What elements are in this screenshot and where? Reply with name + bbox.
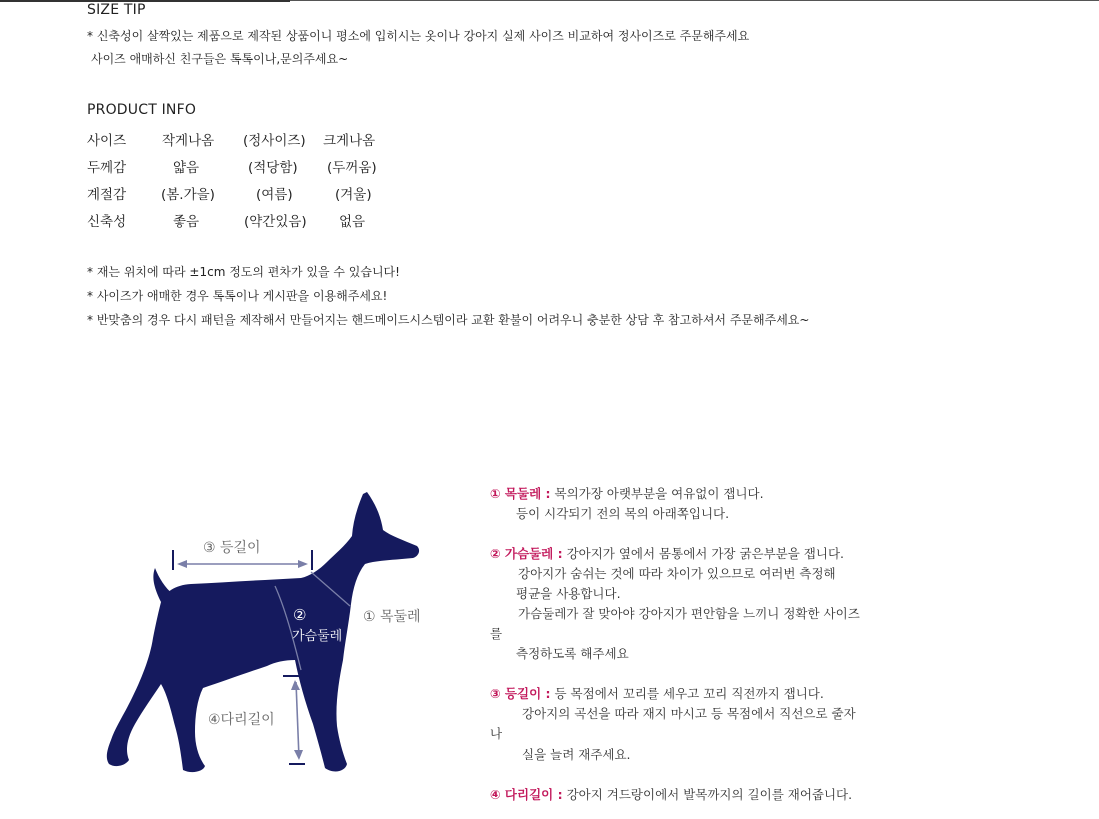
note-line-1: * 재는 위치에 따라 ±1cm 정도의 편차가 있을 수 있습니다! [87, 265, 400, 279]
product-info-cell: (두꺼움) [327, 160, 377, 176]
leg-length-label: ④다리길이 [208, 712, 275, 728]
guide-back-heading: ③ 등길이 : [490, 686, 551, 701]
product-info-cell: (적당함) [248, 160, 298, 176]
product-info-cell: 사이즈 [87, 133, 127, 149]
guide-chest-line: 를 [490, 626, 503, 641]
guide-chest-text: 강아지가 옆에서 몸통에서 가장 굵은부분을 잽니다. [566, 546, 844, 561]
chest-number-label: ② [293, 606, 307, 624]
guide-leg-heading: ④ 다리길이 : [490, 787, 563, 802]
back-length-label: ③ 등길이 [203, 540, 261, 556]
product-info-cell: (정사이즈) [243, 133, 306, 149]
guide-chest-heading: ② 가슴둘레 : [490, 546, 563, 561]
product-info-cell: (봄.가을) [161, 187, 215, 203]
product-info-cell: 크게나옴 [323, 133, 376, 149]
note-line-2: * 사이즈가 애매한 경우 톡톡이나 게시판을 이용해주세요! [87, 289, 388, 303]
guide-back [490, 684, 824, 702]
product-info-title: PRODUCT INFO [87, 102, 197, 118]
guide-leg [490, 785, 852, 803]
product-info-cell: 없음 [339, 214, 366, 230]
product-info-cell: 작게나옴 [162, 133, 215, 149]
guide-neck [490, 484, 764, 502]
dog-silhouette [107, 492, 419, 772]
dog-measurement-diagram [95, 488, 435, 788]
guide-back-line: 나 [490, 726, 503, 741]
product-info-cell: (약간있음) [244, 214, 307, 230]
guide-chest-line: 평균을 사용합니다. [516, 586, 621, 601]
guide-chest-line: 강아지가 숨쉬는 것에 따라 차이가 있으므로 여러번 측정해 [518, 566, 836, 581]
product-info-cell: (겨울) [335, 187, 372, 203]
guide-neck-text: 목의가장 아랫부분을 여유없이 잽니다. [554, 486, 764, 501]
product-info-cell: 신축성 [87, 214, 127, 230]
product-info-cell: 얇음 [173, 160, 200, 176]
guide-back-line: 강아지의 곡선을 따라 재지 마시고 등 목점에서 직선으로 줄자 [522, 706, 856, 721]
product-info-cell: (여름) [256, 187, 293, 203]
product-info-cell: 좋음 [173, 214, 200, 230]
chest-label: 가슴둘레 [292, 629, 343, 644]
guide-neck-line: 등이 시각되기 전의 목의 아래쪽입니다. [516, 506, 730, 521]
guide-leg-text: 강아지 겨드랑이에서 발목까지의 길이를 재어줍니다. [566, 787, 853, 802]
size-tip-line-2: 사이즈 애매하신 친구들은 톡톡이나,문의주세요~ [91, 52, 349, 66]
product-info-cell: 계절감 [87, 187, 127, 203]
guide-chest [490, 544, 844, 562]
guide-back-text: 등 목점에서 꼬리를 세우고 꼬리 직전까지 잽니다. [554, 686, 824, 701]
guide-chest-line: 가슴둘레가 잘 맞아야 강아지가 편안함을 느끼니 정확한 사이즈 [518, 606, 860, 621]
guide-back-line: 실을 늘려 재주세요. [522, 747, 631, 762]
guide-neck-heading: ① 목둘레 : [490, 486, 551, 501]
guide-chest-line: 측정하도록 해주세요 [516, 646, 629, 661]
product-info-cell: 두께감 [87, 160, 127, 176]
note-line-3: * 반맞춤의 경우 다시 패턴을 제작해서 만들어지는 핸드메이드시스템이라 교환 환불이 어려우니 충분한 상담 후 참고하셔서 주문해주세요~ [87, 313, 810, 327]
size-tip-line-1: * 신축성이 살짝있는 제품으로 제작된 상품이니 평소에 입히시는 옷이나 강아지 실제 사이즈 비교하여 정사이즈로 주문해주세요 [87, 29, 750, 43]
size-tip-title: SIZE TIP [87, 2, 146, 18]
neck-label: ① 목둘레 [363, 609, 421, 625]
